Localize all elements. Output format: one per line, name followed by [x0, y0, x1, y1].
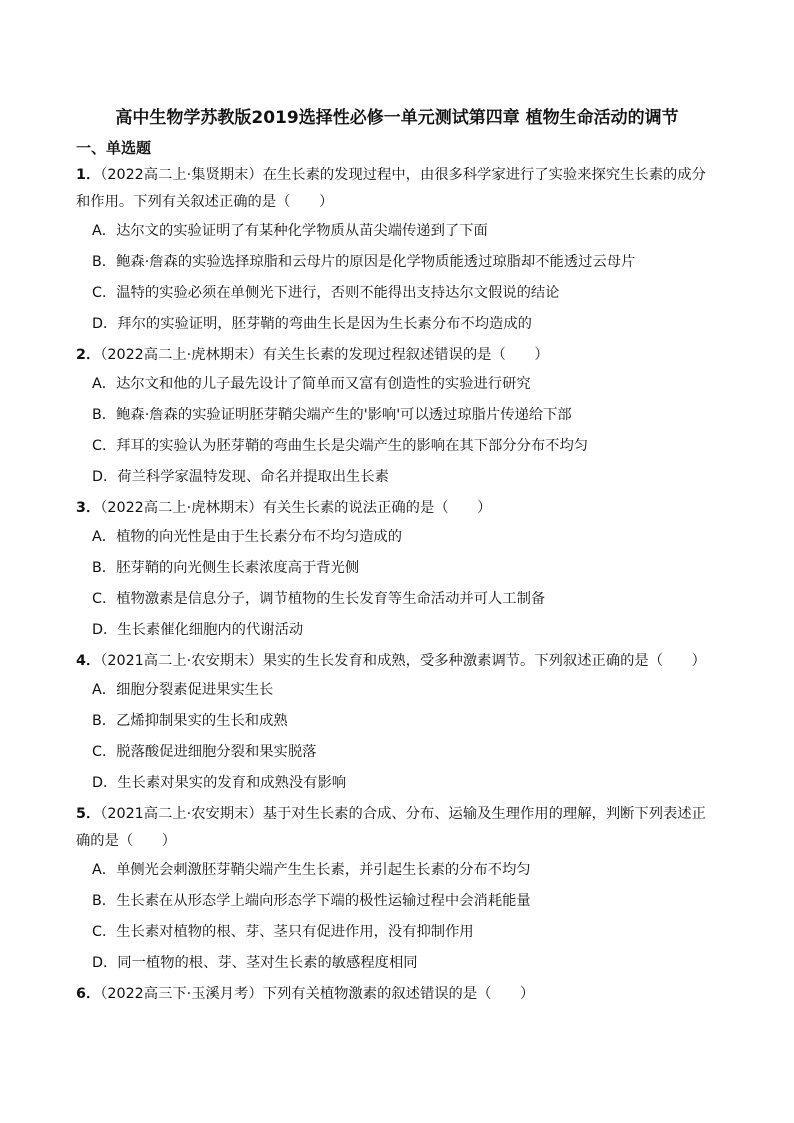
- option-d: D．生长素催化细胞内的代谢活动: [92, 622, 304, 638]
- question-number: 1．: [76, 167, 101, 183]
- question-number: 5．: [76, 806, 101, 822]
- question-number: 4．: [76, 653, 101, 669]
- question-number: 6．: [76, 986, 101, 1002]
- question-number: 3．: [76, 500, 101, 516]
- question-4: [76, 646, 720, 799]
- option-d: D．生长素对果实的发育和成熟没有影响: [92, 775, 347, 791]
- question-source: （2022高二上·虎林期末）: [100, 500, 263, 516]
- option-a: A．单侧光会刺激胚芽鞘尖端产生生长素，并引起生长素的分布不均匀: [92, 862, 531, 878]
- option-c: C．脱落酸促进细胞分裂和果实脱落: [92, 744, 317, 760]
- section-heading: 一、单选题: [76, 139, 152, 157]
- option-c: C．植物激素是信息分子，调节植物的生长发育等生命活动并可人工制备: [92, 591, 546, 607]
- question-6: [76, 979, 720, 1008]
- option-b: B．乙烯抑制果实的生长和成熟: [92, 713, 288, 729]
- option-b: B．鲍森·詹森的实验选择琼脂和云母片的原因是化学物质能透过琼脂却不能透过云母片: [92, 254, 636, 270]
- option-c: C．生长素对植物的根、芽、茎只有促进作用，没有抑制作用: [92, 924, 474, 940]
- question-text: 在生长素的发现过程中，由很多科学家进行了实验来探究生长素的成分和作用。下列有关叙述正确的是（ ）: [76, 167, 706, 210]
- question-text: 有关生长素的发现过程叙述错误的是（ ）: [262, 347, 549, 363]
- question-source: （2022高二上·集贤期末）: [100, 167, 263, 183]
- question-1: [76, 160, 720, 340]
- option-b: B．生长素在从形态学上端向形态学下端的极性运输过程中会消耗能量: [92, 893, 531, 909]
- question-stem: [76, 979, 720, 1008]
- question-text: 基于对生长素的合成、分布、运输及生理作用的理解，判断下列表述正确的是（ ）: [76, 806, 706, 849]
- option-d: D．拜尔的实验证明，胚芽鞘的弯曲生长是因为生长素分布不均造成的: [92, 316, 532, 332]
- option-c: C．拜耳的实验认为胚芽鞘的弯曲生长是尖端产生的影响在其下部分分布不均匀: [92, 438, 589, 454]
- question-stem: [76, 340, 720, 369]
- question-5: [76, 799, 720, 979]
- question-text: 下列有关植物激素的叙述错误的是（ ）: [262, 986, 535, 1002]
- question-text: 有关生长素的说法正确的是（ ）: [262, 500, 492, 516]
- question-source: （2022高三下·玉溪月考）: [100, 986, 263, 1002]
- option-b: B．鲍森·詹森的实验证明胚芽鞘尖端产生的'影响'可以透过琼脂片传递给下部: [92, 407, 572, 423]
- question-stem: [76, 799, 720, 855]
- option-c: C．温特的实验必须在单侧光下进行，否则不能得出支持达尔文假说的结论: [92, 285, 560, 301]
- question-stem: [76, 493, 720, 522]
- question-number: 2．: [76, 347, 101, 363]
- option-a: A．细胞分裂素促进果实生长: [92, 682, 274, 698]
- document-title: 高中生物学苏教版2019选择性必修一单元测试第四章 植物生命活动的调节: [115, 108, 679, 128]
- option-a: A．达尔文和他的儿子最先设计了简单而又富有创造性的实验进行研究: [92, 376, 531, 392]
- question-text: 果实的生长发育和成熟，受多种激素调节。下列叙述正确的是（ ）: [262, 653, 706, 669]
- question-stem: [76, 646, 720, 675]
- option-d: D．同一植物的根、芽、茎对生长素的敏感程度相同: [92, 955, 418, 971]
- question-stem: [76, 160, 720, 216]
- question-source: （2022高二上·虎林期末）: [100, 347, 263, 363]
- question-source: （2021高二上·农安期末）: [100, 653, 263, 669]
- option-a: A．植物的向光性是由于生长素分布不均匀造成的: [92, 529, 403, 545]
- option-b: B．胚芽鞘的向光侧生长素浓度高于背光侧: [92, 560, 360, 576]
- option-a: A．达尔文的实验证明了有某种化学物质从苗尖端传递到了下面: [92, 223, 488, 239]
- question-2: [76, 340, 720, 493]
- question-source: （2021高二上·农安期末）: [100, 806, 263, 822]
- question-list: [76, 160, 720, 1008]
- option-d: D．荷兰科学家温特发现、命名并提取出生长素: [92, 469, 389, 485]
- question-3: [76, 493, 720, 646]
